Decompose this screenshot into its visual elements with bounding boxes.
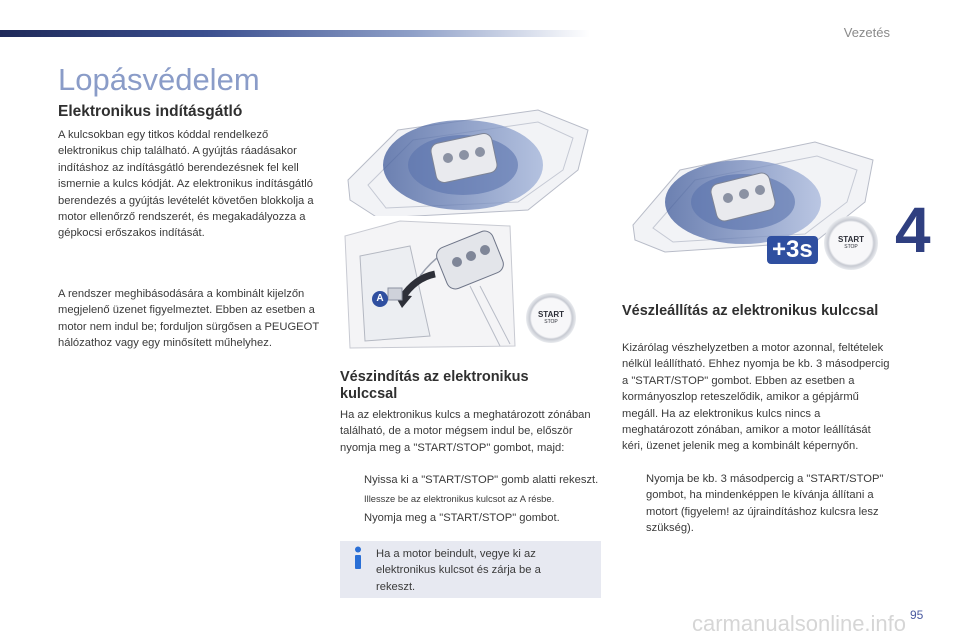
emergency-start-intro: Ha az elektronikus kulcs a meghatározott zónában található, de a motor mégsem indul be, először nyomja meg a "START/STOP" gombot, majd: (340, 409, 591, 454)
list-item: Nyomja meg a "START/STOP" gombot. (364, 511, 560, 524)
footer-watermark: carmanualsonline.info (692, 611, 907, 636)
page-number: 95 (910, 608, 924, 622)
start-stop-label: START (537, 310, 565, 319)
dashboard-key-slot-illustration (340, 216, 518, 352)
header-gradient-bar (0, 30, 590, 37)
info-text: Ha a motor beindult, vegye ki az elektronikus kulcsot és zárja be a rekeszt. (376, 548, 541, 593)
start-stop-label-right: START (837, 235, 865, 244)
list-item: Nyomja be kb. 3 másodpercig a "START/STOP" gombot, ha mindenképpen le kívánja állítani a motort (figyelem! az újraindításhoz kulcsra lesz szükség). (646, 473, 884, 535)
car-key-zone-illustration (338, 100, 600, 220)
emergency-stop-intro: Kizárólag vészhelyzetben a motor azonnal, feltételek nélkül leállítható. Ehhez nyomja be kb. 3 másodpercig a "START/STOP" gombot. Ebben az esetben a kormányoszlop reteszelődik, amikor a gépjármű megáll. Ha az elektronikus kulcs nincs a meghatározott zónában, amikor a motor leállítását kéri, üzenet jelenik meg a kombinált képernyőn. (622, 342, 890, 453)
emergency-start-heading: Vészindítás az elektronikus kulccsal (340, 369, 529, 402)
immobiliser-paragraph-2: A rendszer meghibásodására a kombinált kijelzőn megjelenő üzenet figyelmeztet. Ebben az esetben a motor nem indul be; forduljon sürgősen a PEUGEOT hálózathoz vagy egy minősített műhelyhez. (58, 288, 319, 350)
hold-duration-badge: +3s (767, 236, 818, 264)
chapter-number: 4 (895, 194, 931, 266)
page-title: Lopásvédelem (58, 62, 260, 97)
slot-label-a (372, 291, 388, 307)
emergency-stop-heading: Vészleállítás az elektronikus kulccsal (622, 303, 879, 319)
list-item: Nyissa ki a "START/STOP" gomb alatti rekeszt. (364, 474, 599, 486)
start-stop-button-icon-right (824, 216, 878, 270)
start-stop-label-2: STOP (544, 319, 558, 325)
start-stop-button-icon (526, 293, 576, 343)
section-label: Vezetés (843, 25, 890, 40)
info-icon (352, 546, 364, 570)
immobiliser-heading: Elektronikus indításgátló (58, 103, 243, 120)
slot-label-text: A (376, 293, 384, 304)
emergency-stop-steps (622, 471, 890, 537)
emergency-start-steps (340, 472, 602, 526)
immobiliser-paragraph-1: A kulcsokban egy titkos kóddal rendelkező elektronikus chip található. A gyújtás ráadásakor indításhoz az indításgátló berendezésnek fel kell ismernie a kulcs kódját. Az elektronikus indításgátló berendezés a gyújtás levételét követően blokkolja a motor ellenőrző rendszerét, és megakadályozza a gépkocsi erőszakos indítását. (58, 129, 314, 240)
start-stop-label-right-2: STOP (844, 244, 858, 250)
list-item: Illessze be az elektronikus kulcsot az A résbe. (364, 493, 555, 505)
